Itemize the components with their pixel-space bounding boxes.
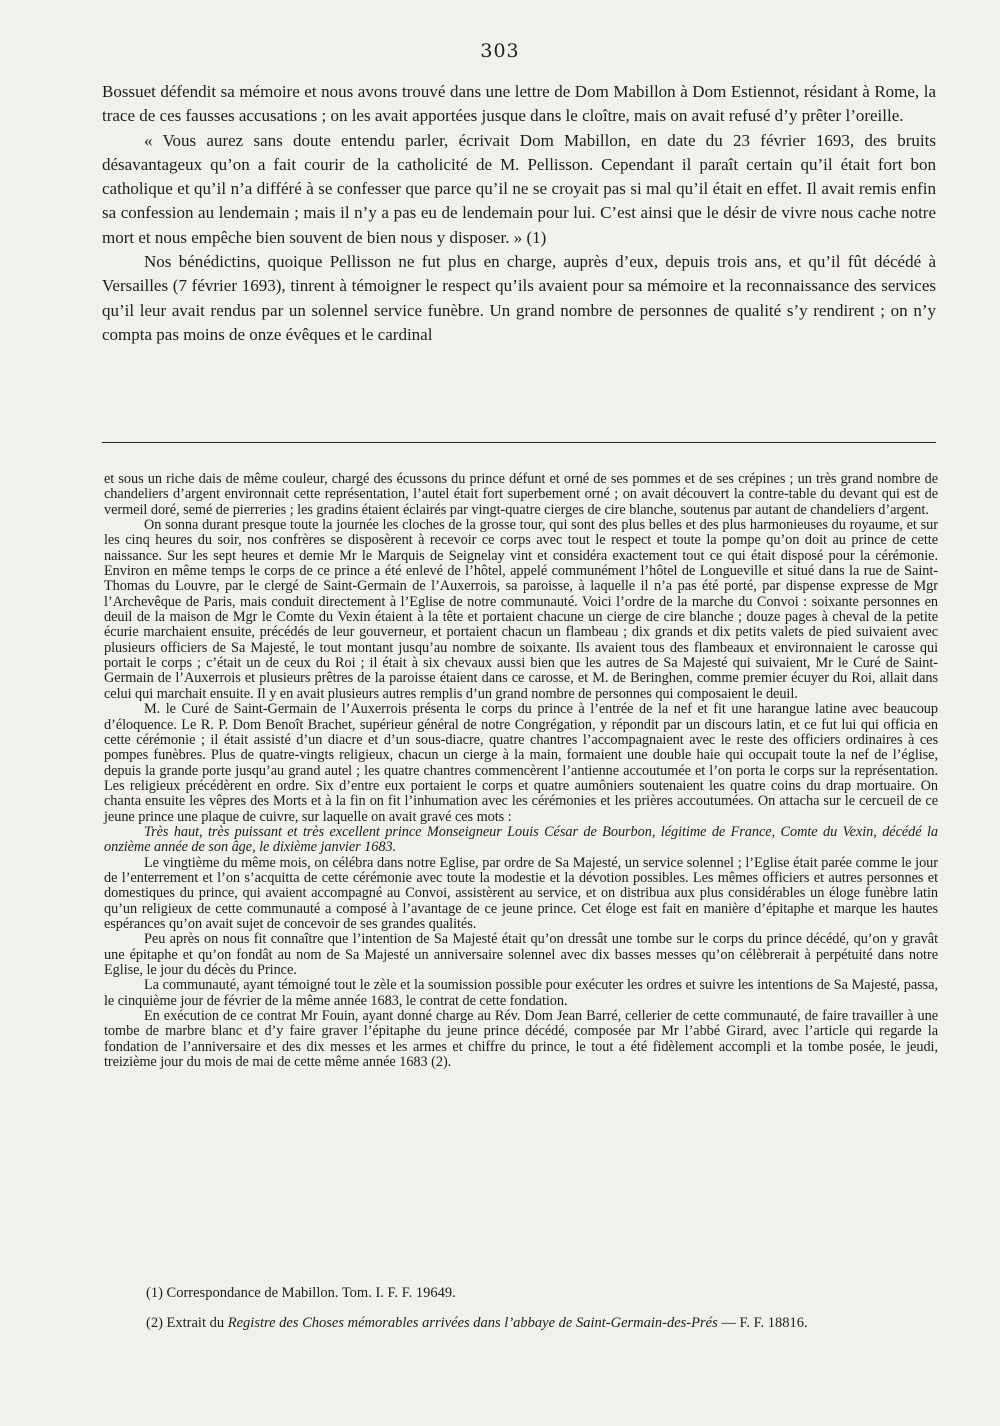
annex-text-block [104,472,938,1070]
footnote-1: (1) Correspondance de Mabillon. Tom. I. F. F. 19649. [146,1285,456,1301]
footnote-2-prefix: (2) Extrait du [146,1315,228,1331]
annex-paragraph: On sonna durant presque toute la journée les cloches de la grosse tour, qui sont des plus belles et des plus harmonieuses du royaume, et sur les cinq heures du soir, nos confrères se disposèrent à recevoir ce corps avec tout le respect et toute la pompe qu’on doit au prince de cette naissance. Sur les sept heures et demie Mr le Marquis de Seignelay vint et considéra exactement tout ce qui était disposé pour la cérémonie. Environ en même temps le corps de ce prince a été enlevé de l’hôtel, appelé communément l’hôtel de Longueville et situé dans la rue de Saint-Thomas du Louvre, par le clergé de Saint-Germain de l’Auxerrois, sa paroisse, à laquelle il n’a pas été porté, par dispense expresse de Mgr l’Archevêque de Paris, mais conduit directement à l’Eglise de notre communauté. Voici l’ordre de la marche du Convoi : soixante personnes en deuil de la maison de Mgr le Comte du Vexin étaient à la tête et portaient chacune un cierge de cire blanche ; douze pages à cheval de la petite écurie marchaient ensuite, précédés de leur gouverneur, et portaient chacun un flambeau ; dix grands et dix petits valets de pied suivaient avec plusieurs officiers de Sa Majesté, le tout montant jusqu’au nombre de soixante. Ils avaient tous des flambeaux et environnaient le carosse qui portait le corps ; c’était un de ceux du Roi ; il était à six chevaux aussi bien que les autres de Sa Majesté qui suivaient, Mr le Curé de Saint-Germain de l’Auxerrois et plusieurs prêtres de la paroisse étaient dans ce carosse, et M. de Beringhen, comme premier écuyer du Roi, allait dans celui qui marchait ensuite. Il y en avait plusieurs autres remplis d’un grand nombre de personnes qui composaient le deuil. [104,517,938,702]
footnote-2-title: Registre des Choses mémorables arrivées dans l’abbaye de Saint-Germain-des-Prés [227,1315,718,1331]
page-number: 303 [480,40,520,62]
annex-paragraph: M. le Curé de Saint-Germain de l’Auxerrois présenta le corps du prince à l’entrée de la nef et fit une harangue latine avec beaucoup d’éloquence. Le R. P. Dom Benoît Brachet, supérieur général de notre Congrégation, y répondit par un discours latin, et ce fut lui qui officia en cette cérémonie ; il était assisté d’un diacre et d’un sous-diacre, quatre chantres l’accompagnaient avec le reste des officiers ordinaires à ces pompes funèbres. Plus de quatre-vingts religieux, chacun un cierge à la main, formaient une double haie qui occupait toute la nef de l’église, depuis la grande porte jusqu’au grand autel ; les quatre chantres commencèrent l’antienne accoutumée et l’on porta le corps sur la représentation. Les religieux précédèrent en ordre. Six d’entre eux portaient le corps et quatre aumôniers soutenaient les quatre coins du drap mortuaire. On chanta ensuite les vêpres des Morts et à la fin on fit l’inhumation avec les cérémonies et les prières accoutumées. On attacha sur le cercueil de ce jeune prince une plaque de cuivre, sur laquelle on avait gravé ces mots : [104,701,938,825]
section-divider [102,442,936,443]
annex-paragraph: et sous un riche dais de même couleur, chargé des écussons du prince défunt et orné de ses pommes et de ses crépines ; un très grand nombre de chandeliers d’argent environnait cette représentation, l’autel était fort superbement orné ; on avait découvert la contre-table du devant qui est de vermeil doré, semé de pierreries ; les gradins étaient éclairés par vingt-quatre cierges de cire blanche, soutenus par autant de chandeliers d’argent. [104,471,938,518]
annex-paragraph: La communauté, ayant témoigné tout le zèle et la soumission possible pour exécuter les ordres et suivre les intentions de Sa Majesté, passa, le cinquième jour de février de la même année 1683, le contrat de cette fondation. [104,977,938,1009]
annex-paragraph: Le vingtième du même mois, on célébra dans notre Eglise, par ordre de Sa Majesté, un service solennel ; l’Eglise était parée comme le jour de l’enterrement et l’on s’acquitta de cette cérémonie avec toute la modestie et la dévotion possibles. Les mêmes officiers et autres personnes et domestiques du prince, qui avaient accompagné au Convoi, assistèrent au service, et on distribua aux plus considérables un éloge funèbre latin qu’un religieux de cette communauté a composé à l’avantage de ce jeune prince. Cet éloge est fait en manière d’épitaphe et marque les hautes espérances qu’on avait sujet de concevoir de ses grandes qualités. [104,854,938,932]
main-paragraph: Nos bénédictins, quoique Pellisson ne fut plus en charge, auprès d’eux, depuis trois ans, et qu’il fût décédé à Versailles (7 février 1693), tinrent à témoigner le respect qu’ils avaient pour sa mémoire et la reconnaissance des services qu’il leur avait rendus par un solennel service funèbre. Un grand nombre de personnes de qualité s’y rendirent ; on n’y compta pas moins de onze évêques et le cardinal [102,252,936,344]
footnotes [146,1278,946,1338]
main-paragraph: Bossuet défendit sa mémoire et nous avons trouvé dans une lettre de Dom Mabillon à Dom Estiennot, résidant à Rome, la trace de ces fausses accusations ; on les avait apportées jusque dans le cloître, mais on avait refusé d’y prêter l’oreille. [102,82,936,126]
footnote-2-suffix: — F. F. 18816. [717,1315,808,1331]
annex-paragraph: En exécution de ce contrat Mr Fouin, ayant donné charge au Rév. Dom Jean Barré, cellerier de cette communauté, de faire travailler à une tombe de marbre blanc et d’y faire graver l’épitaphe du jeune prince décédé, composée par Mr l’abbé Girard, avec l’article qui regarde la fondation de l’anniversaire et des dix messes et les armes et chiffre du prince, le tout a été fidèlement accompli et la tombe posée, le jeudi, treizième jour du mois de mai de cette même année 1683 (2). [104,1008,938,1071]
main-paragraph: « Vous aurez sans doute entendu parler, écrivait Dom Mabillon, en date du 23 février 1693, des bruits désavantageux qu’on a fait courir de la catholicité de M. Pellisson. Cependant il paraît certain qu’il était fort bon catholique et qu’il n’a différé à se confesser que parce qu’il ne se croyait pas si mal qu’il était en effet. Il avait remis enfin sa confession au lendemain ; mais il n’y a pas eu de lendemain pour lui. C’est ainsi que le désir de vivre nous cache notre mort et nous empêche bien souvent de bien nous y disposer. » (1) [102,130,936,247]
annex-paragraph: Peu après on nous fit connaître que l’intention de Sa Majesté était qu’on dressât une tombe sur le corps du prince décédé, qu’on y gravât une épitaphe et qu’on fondât au nom de Sa Majesté un anniversaire solennel avec dix basses messes qu’on célèbrerait à perpétuité dans notre Eglise, le jour du décès du Prince. [104,931,938,978]
main-text-block [102,80,936,347]
footnote-2 [146,1308,946,1338]
epitaph-inscription: Très haut, très puissant et très excellent prince Monseigneur Louis César de Bourbon, légitime de France, Comte du Vexin, décédé la onzième année de son âge, le dixième janvier 1683. [104,823,938,856]
